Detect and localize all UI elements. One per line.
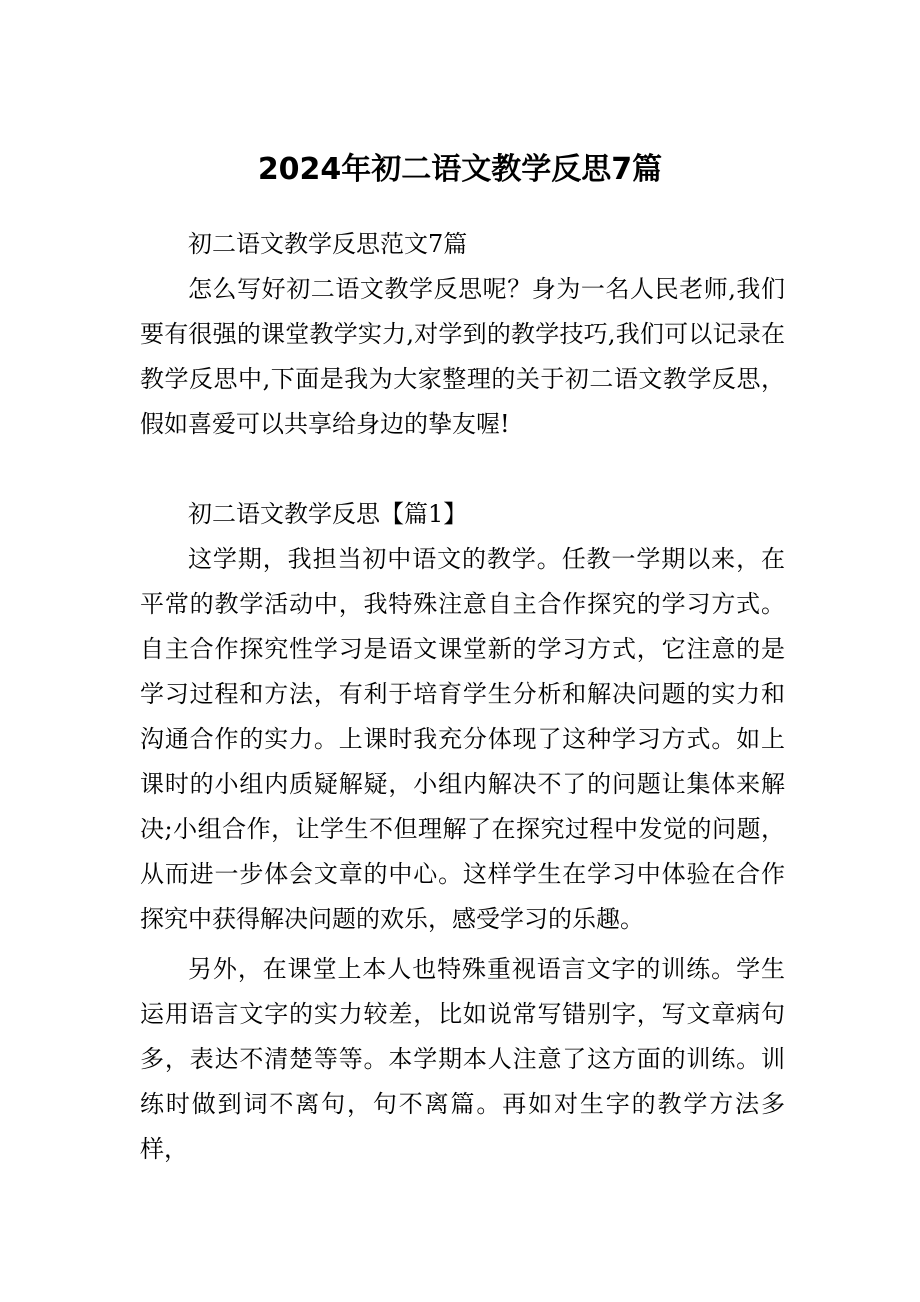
document-title: 2024年初二语文教学反思7篇: [257, 152, 663, 187]
section-heading: 初二语文教学反思【篇1】: [188, 500, 468, 528]
intro-paragraph: 怎么写好初二语文教学反思呢？身为一名人民老师,我们要有很强的课堂教学实力,对学到的教学技巧,我们可以记录在教学反思中,下面是我为大家整理的关于初二语文教学反思，假如喜爱可以共享给身边的挚友喔!: [140, 275, 785, 438]
document-body: [140, 222, 785, 1172]
body-paragraph-1: 这学期，我担当初中语文的教学。任教一学期以来，在平常的教学活动中，我特殊注意自主合作探究的学习方式。自主合作探究性学习是语文课堂新的学习方式，它注意的是学习过程和方法，有利于培育学生分析和解决问题的实力和沟通合作的实力。上课时我充分体现了这种学习方式。如上课时的小组内质疑解疑，小组内解决不了的问题让集体来解决;小组合作，让学生不但理解了在探究过程中发觉的问题，从而进一步体会文章的中心。这样学生在学习中体验在合作探究中获得解决问题的欢乐，感受学习的乐趣。: [140, 545, 785, 933]
body-paragraph-2: 另外，在课堂上本人也特殊重视语言文字的训练。学生运用语言文字的实力较差，比如说常写错别字，写文章病句多，表达不清楚等等。本学期本人注意了这方面的训练。训练时做到词不离句，句不离篇。再如对生字的教学方法多样，: [140, 955, 785, 1163]
section-spacer: [140, 447, 785, 492]
document-subtitle: 初二语文教学反思范文7篇: [188, 230, 468, 258]
